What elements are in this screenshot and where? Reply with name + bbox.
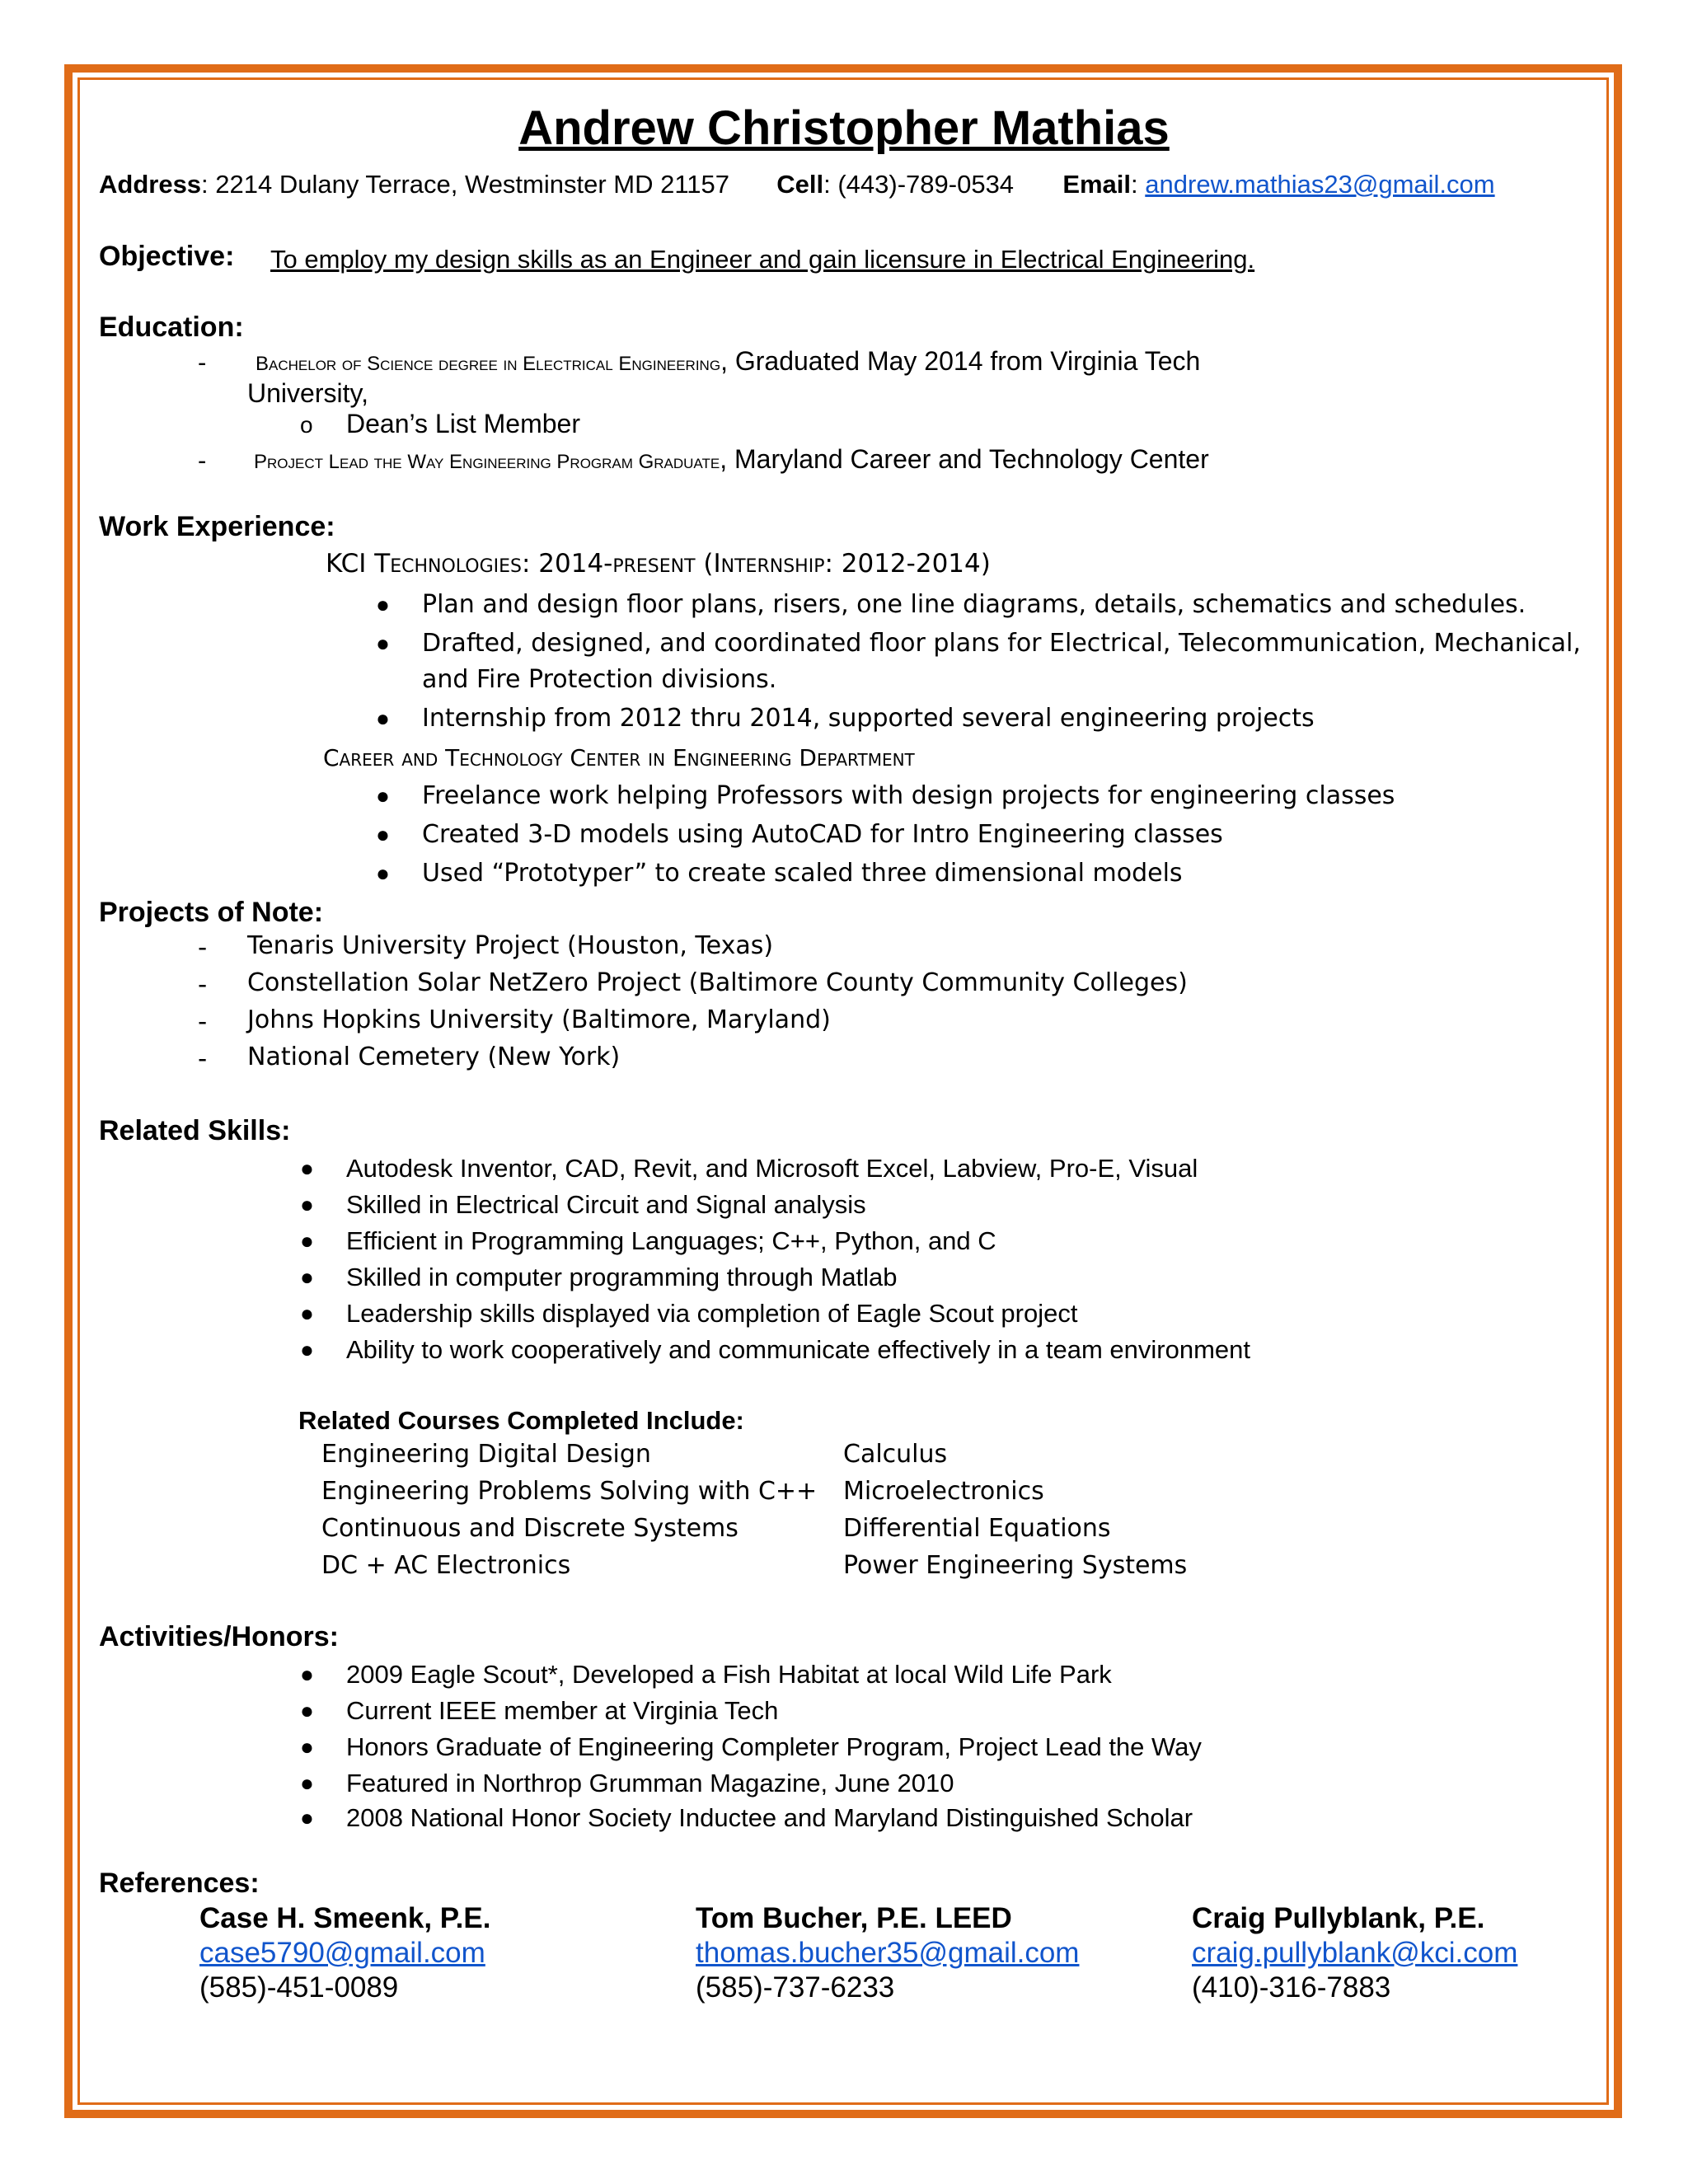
degree-title: Bachelor of Science degree in Electrical Engineering xyxy=(256,353,721,375)
job1-item-2: Drafted, designed, and coordinated floor plans for Electrical, Telecommunication, Mechanical, xyxy=(422,629,1581,658)
project-item-4: National Cemetery (New York) xyxy=(247,1043,621,1071)
skill-bullet-4: ● xyxy=(300,1264,314,1290)
objective-text: To employ my design skills as an Engineer and gain licensure in Electrical Engineering. xyxy=(270,245,1255,274)
skill-bullet-5: ● xyxy=(300,1301,314,1326)
course-left-1: Engineering Digital Design xyxy=(321,1440,651,1469)
cell-value: : (443)-789-0534 xyxy=(823,170,1015,199)
reference-phone-1: (585)-451-0089 xyxy=(199,1971,399,2004)
job1-item-3: Internship from 2012 thru 2014, supported several engineering projects xyxy=(422,704,1315,733)
job2-bullet-2: ● xyxy=(376,822,390,847)
projects-heading: Projects of Note: xyxy=(99,897,324,928)
course-right-1: Calculus xyxy=(843,1440,948,1469)
job2-bullet-3: ● xyxy=(376,860,390,886)
project-item-3: Johns Hopkins University (Baltimore, Maryland) xyxy=(247,1005,831,1034)
email-label: Email xyxy=(1062,170,1132,199)
sub-bullet: o xyxy=(300,412,313,438)
activities-heading: Activities/Honors: xyxy=(99,1621,339,1652)
project-item-1: Tenaris University Project (Houston, Texas) xyxy=(247,931,774,960)
course-left-3: Continuous and Discrete Systems xyxy=(321,1514,738,1543)
job2-title: Career and Technology Center in Engineering Department xyxy=(323,744,915,771)
project-item-2: Constellation Solar NetZero Project (Baltimore County Community Colleges) xyxy=(247,968,1188,997)
job1-bullet-2: ● xyxy=(376,630,390,656)
activity-item-4: Featured in Northrop Grumman Magazine, June 2010 xyxy=(346,1769,954,1797)
skill-item-3: Efficient in Programming Languages; C++, Python, and C xyxy=(346,1226,996,1255)
course-right-3: Differential Equations xyxy=(843,1514,1111,1543)
education-dash-2: - xyxy=(198,446,207,475)
education-dash-1: - xyxy=(198,348,207,377)
deans-list: Dean’s List Member xyxy=(346,409,580,438)
job2-item-1: Freelance work helping Professors with design projects for engineering classes xyxy=(422,781,1395,810)
course-right-2: Microelectronics xyxy=(843,1477,1044,1506)
activity-bullet-2: ● xyxy=(300,1698,314,1723)
course-right-4: Power Engineering Systems xyxy=(843,1551,1188,1580)
email-colon: : xyxy=(1131,170,1138,199)
program-title: Project Lead the Way Engineering Program Graduate xyxy=(254,451,720,473)
skill-bullet-1: ● xyxy=(300,1155,314,1181)
degree-detail: , Graduated May 2014 from Virginia Tech xyxy=(720,346,1201,376)
reference-phone-2: (585)-737-6233 xyxy=(696,1971,895,2004)
project-dash-1: - xyxy=(198,933,208,963)
activity-item-5: 2008 National Honor Society Inductee and Maryland Distinguished Scholar xyxy=(346,1803,1193,1832)
project-dash-4: - xyxy=(198,1044,208,1074)
skill-item-5: Leadership skills displayed via completion of Eagle Scout project xyxy=(346,1299,1078,1328)
reference-email-2[interactable]: thomas.bucher35@gmail.com xyxy=(696,1937,1080,1969)
job1-item-2-cont: and Fire Protection divisions. xyxy=(422,665,777,694)
skill-item-6: Ability to work cooperatively and communicate effectively in a team environment xyxy=(346,1335,1251,1364)
address-label: Address xyxy=(99,170,202,199)
reference-phone-3: (410)-316-7883 xyxy=(1192,1971,1391,2004)
resume-name: Andrew Christopher Mathias xyxy=(518,101,1170,155)
education-degree xyxy=(256,346,1200,377)
reference-email-1[interactable]: case5790@gmail.com xyxy=(199,1937,485,1969)
project-dash-2: - xyxy=(198,970,208,1000)
job1-title: KCI Technologies: 2014-present (Internship: 2012-2014) xyxy=(326,549,991,579)
contact-line xyxy=(99,170,1495,199)
skills-heading: Related Skills: xyxy=(99,1115,291,1146)
job2-item-2: Created 3-D models using AutoCAD for Intro Engineering classes xyxy=(422,820,1223,849)
job1-item-1: Plan and design floor plans, risers, one line diagrams, details, schematics and schedules. xyxy=(422,590,1526,619)
skill-bullet-6: ● xyxy=(300,1337,314,1362)
references-heading: References: xyxy=(99,1868,260,1899)
reference-name-1: Case H. Smeenk, P.E. xyxy=(199,1902,491,1934)
reference-name-3: Craig Pullyblank, P.E. xyxy=(1192,1902,1485,1934)
skill-item-2: Skilled in Electrical Circuit and Signal analysis xyxy=(346,1190,866,1219)
courses-heading: Related Courses Completed Include: xyxy=(298,1406,744,1435)
activity-bullet-5: ● xyxy=(300,1805,314,1830)
skill-bullet-2: ● xyxy=(300,1192,314,1217)
email-link[interactable]: andrew.mathias23@gmail.com xyxy=(1145,170,1495,199)
objective-heading: Objective: xyxy=(99,241,235,272)
activity-bullet-3: ● xyxy=(300,1734,314,1760)
activity-item-3: Honors Graduate of Engineering Completer Program, Project Lead the Way xyxy=(346,1732,1202,1761)
education-heading: Education: xyxy=(99,312,244,343)
address-value: : 2214 Dulany Terrace, Westminster MD 21157 xyxy=(201,170,730,199)
job2-item-3: Used “Prototyper” to create scaled three dimensional models xyxy=(422,859,1183,888)
job1-bullet-3: ● xyxy=(376,705,390,731)
course-left-4: DC + AC Electronics xyxy=(321,1551,571,1580)
education-program xyxy=(254,444,1209,475)
reference-email-3[interactable]: craig.pullyblank@kci.com xyxy=(1192,1937,1518,1969)
cell-label: Cell xyxy=(776,170,824,199)
skill-item-4: Skilled in computer programming through Matlab xyxy=(346,1263,898,1291)
work-heading: Work Experience: xyxy=(99,511,335,542)
job2-bullet-1: ● xyxy=(376,783,390,808)
activity-bullet-4: ● xyxy=(300,1770,314,1796)
activity-bullet-1: ● xyxy=(300,1661,314,1687)
reference-name-2: Tom Bucher, P.E. LEED xyxy=(696,1902,1012,1934)
activity-item-1: 2009 Eagle Scout*, Developed a Fish Habitat at local Wild Life Park xyxy=(346,1660,1112,1689)
activity-item-2: Current IEEE member at Virginia Tech xyxy=(346,1696,779,1725)
project-dash-3: - xyxy=(198,1007,208,1037)
job1-bullet-1: ● xyxy=(376,592,390,617)
degree-line2: University, xyxy=(247,378,368,408)
skill-bullet-3: ● xyxy=(300,1228,314,1254)
course-left-2: Engineering Problems Solving with C++ xyxy=(321,1477,818,1506)
skill-item-1: Autodesk Inventor, CAD, Revit, and Microsoft Excel, Labview, Pro-E, Visual xyxy=(346,1154,1198,1183)
program-detail: , Maryland Career and Technology Center xyxy=(720,444,1209,474)
